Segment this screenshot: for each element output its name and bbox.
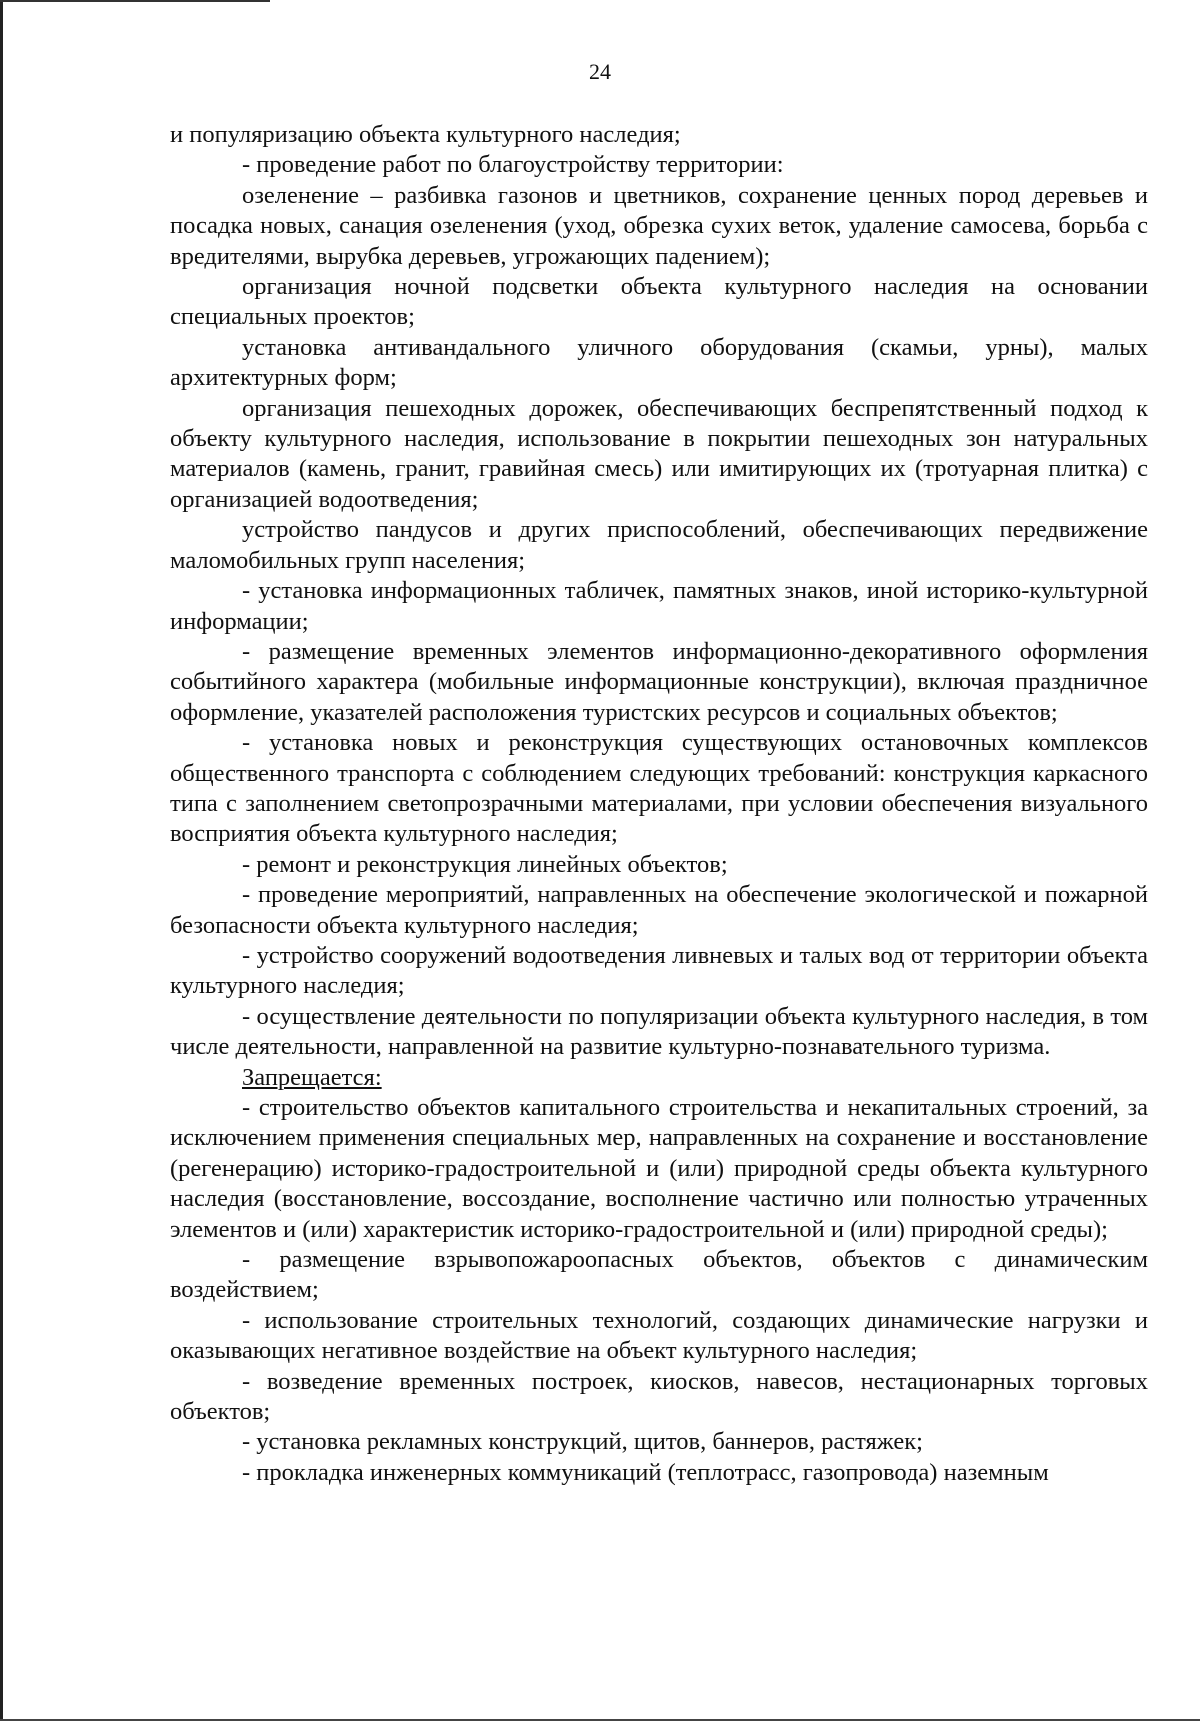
scan-border-left [0, 0, 3, 1721]
list-item: - возведение временных построек, киосков, навесов, нестационарных торговых объектов; [170, 1367, 1148, 1426]
list-item: установка антивандального уличного оборудования (скамьи, урны), малых архитектурных форм; [170, 333, 1148, 392]
section-heading-prohibited [170, 1063, 1148, 1093]
list-item: организация ночной подсветки объекта культурного наследия на основании специальных проектов; [170, 273, 1148, 331]
list-item: - размещение взрывопожароопасных объектов, объектов с динамическим воздействием; [170, 1246, 1148, 1304]
page-number: 24 [589, 59, 611, 84]
list-item: - ремонт и реконструкция линейных объектов; [242, 850, 728, 878]
list-item: - размещение временных элементов информационно-декоративного оформления событийного характера (мобильные информационные конструкции), включая праздничное оформление, указателей расположения туристских ресурсов и социальных объектов; [170, 637, 1148, 726]
scan-border-top [0, 0, 270, 2]
list-item: - установка новых и реконструкция существующих остановочных комплексов общественного транспорта с соблюдением следующих требований: конструкция каркасного типа с заполнением светопрозрачными материалами, при условии обеспечения визуального восприятия объекта культурного наследия; [170, 729, 1148, 848]
list-item: - осуществление деятельности по популяризации объекта культурного наследия, в том числе деятельности, направленной на развитие культурно-познавательного туризма. [170, 1002, 1148, 1061]
document-body [170, 120, 1148, 1488]
paragraph-continuation: и популяризацию объекта культурного наследия; [170, 121, 681, 148]
list-item: - установка рекламных конструкций, щитов, баннеров, растяжек; [242, 1428, 923, 1456]
list-item: организация пешеходных дорожек, обеспечивающих беспрепятственный подход к объекту культурного наследия, использование в покрытии пешеходных зон натуральных материалов (камень, гранит, гравийная смесь) или имитирующих их (тротуарная плитка) с организацией водоотведения; [170, 394, 1148, 513]
list-item: - установка информационных табличек, памятных знаков, иной историко-культурной информации; [170, 577, 1148, 635]
section-heading-text: Запрещается: [242, 1063, 382, 1091]
list-item: - использование строительных технологий, создающих динамические нагрузки и оказывающих негативное воздействие на объект культурного наследия; [170, 1306, 1148, 1365]
list-item: - строительство объектов капитального строительства и некапитальных строений, за исключением применения специальных мер, направленных на сохранение и восстановление (регенерацию) историко-градостроительной и (или) природной среды объекта культурного наследия (восстановление, воссоздание, восполнение частично или полностью утраченных элементов и (или) характеристик историко-градостроительной и (или) природной среды); [170, 1094, 1148, 1243]
list-item: озеленение – разбивка газонов и цветников, сохранение ценных пород деревьев и посадка новых, санация озеленения (уход, обрезка сухих веток, удаление самосева, борьба с вредителями, вырубка деревьев, угрожающих падением); [170, 181, 1148, 270]
list-item: - проведение мероприятий, направленных на обеспечение экологической и пожарной безопасности объекта культурного наследия; [170, 881, 1148, 939]
list-item: устройство пандусов и других приспособлений, обеспечивающих передвижение маломобильных групп населения; [170, 516, 1148, 574]
list-item: - проведение работ по благоустройству территории: [242, 151, 784, 179]
list-item-truncated: - прокладка инженерных коммуникаций (теплотрасс, газопровода) наземным [242, 1458, 1049, 1486]
list-item: - устройство сооружений водоотведения ливневых и талых вод от территории объекта культурного наследия; [170, 941, 1148, 1000]
